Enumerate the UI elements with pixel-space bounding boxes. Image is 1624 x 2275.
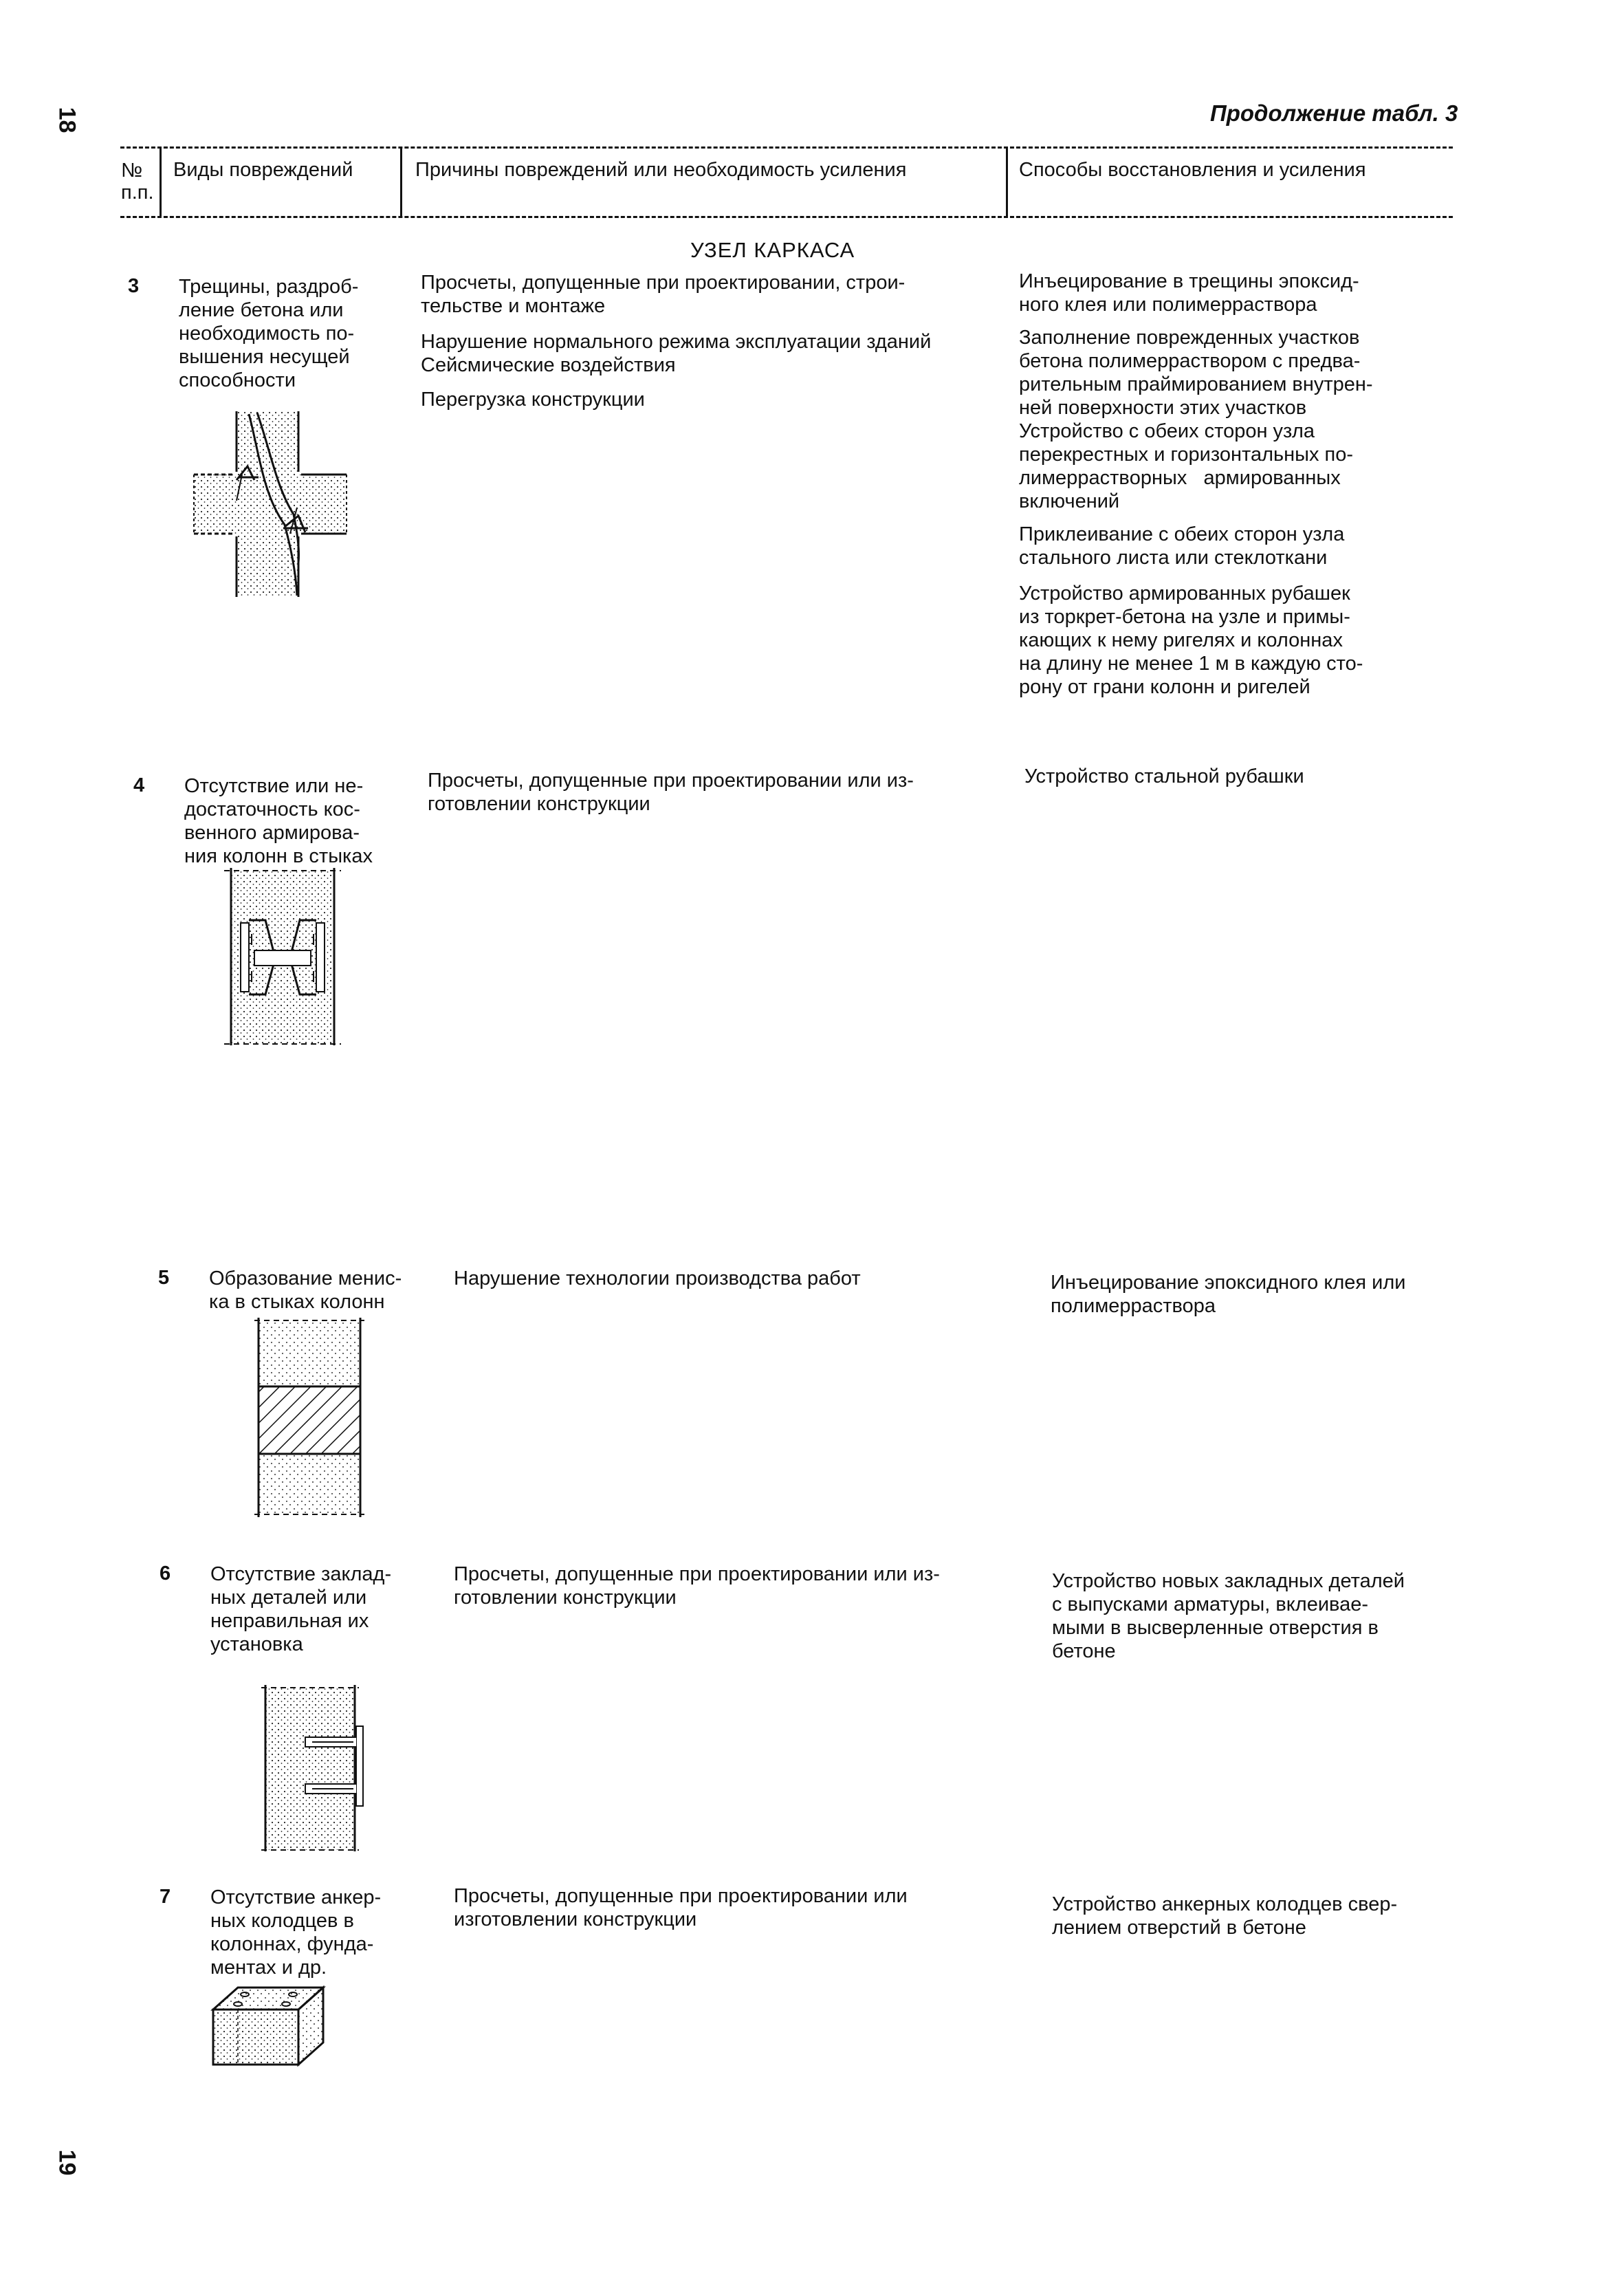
header-divider-3	[1006, 146, 1008, 217]
row-method: Инъецирование в трещины эпоксид- ного клея или полимерраствора	[1019, 270, 1359, 316]
page-number-bottom: 19	[54, 2149, 80, 2176]
row-cause: Просчеты, допущенные при проектировании, строи- тельстве и монтаже	[421, 272, 906, 317]
row-cause: Просчеты, допущенные при проектировании или из- готовлении конструкции	[428, 770, 914, 815]
frame-joint-crack-figure	[194, 411, 352, 597]
table-continuation-label: Продолжение табл. 3	[1210, 100, 1458, 126]
row-method: Устройство стальной рубашки	[1024, 765, 1304, 787]
column-joint-reinforcement-figure	[224, 868, 341, 1047]
row-cause: Перегрузка конструкции	[421, 389, 645, 411]
row-damage: Трещины, раздроб- ление бетона или необходимость по- вышения несущей способности	[179, 276, 359, 391]
header-top-rule	[120, 146, 1453, 149]
row-damage: Образование менис- ка в стыках колонн	[209, 1267, 402, 1313]
row-damage: Отсутствие заклад- ных деталей или неправильная их установка	[210, 1563, 392, 1655]
row-damage: Отсутствие или не- достаточность кос- венного армирова- ния колонн в стыках	[184, 775, 373, 867]
row-method: Устройство анкерных колодцев свер- лением отверстий в бетоне	[1052, 1893, 1398, 1939]
header-num: № п.п.	[121, 160, 154, 204]
header-divider-1	[160, 146, 162, 217]
row-cause: Нарушение технологии производства работ	[454, 1267, 861, 1289]
header-causes: Причины повреждений или необходимость усиления	[415, 159, 907, 181]
header-damage-types: Виды повреждений	[173, 159, 353, 181]
row-method: Устройство армированных рубашек из торкрет-бетона на узле и примы- кающих к нему ригелях и колоннах на длину не менее 1 м в каждую сто- рону от грани колонн и ригелей	[1019, 583, 1363, 698]
row-cause: Просчеты, допущенные при проектировании или из- готовлении конструкции	[454, 1563, 940, 1609]
row-number: 4	[133, 774, 145, 796]
header-methods: Способы восстановления и усиления	[1019, 159, 1366, 181]
row-damage: Отсутствие анкер- ных колодцев в колоннах, фунда- ментах и др.	[210, 1886, 382, 1979]
row-number: 6	[160, 1563, 171, 1585]
row-method: Приклеивание с обеих сторон узла стального листа или стеклоткани	[1019, 523, 1345, 569]
row-method: Заполнение поврежденных участков бетона полимерраствором с предва- рительным праймированием внутрен- ней поверхности этих участков Устройство с обеих сторон узла перекрестных и горизонтальных по- лимерраствoрных армированных включений	[1019, 327, 1373, 512]
row-number: 5	[158, 1267, 170, 1289]
column-joint-meniscus-figure	[254, 1318, 364, 1517]
foundation-block-anchor-figure	[210, 1981, 334, 2070]
row-cause: Нарушение нормального режима эксплуатации зданий Сейсмические воздействия	[421, 331, 932, 376]
row-method: Устройство новых закладных деталей с выпусками арматуры, вклеивае- мыми в высверленные отверстия в бетоне	[1052, 1570, 1405, 1662]
row-number: 7	[160, 1886, 171, 1908]
page-number-top: 18	[54, 107, 80, 133]
row-method: Инъецирование эпоксидного клея или полимерраствора	[1051, 1272, 1406, 1317]
section-title: УЗЕЛ КАРКАСА	[690, 238, 855, 262]
header-bottom-rule	[120, 216, 1453, 218]
header-divider-2	[400, 146, 402, 217]
row-number: 3	[128, 275, 140, 297]
column-embedded-parts-figure	[259, 1685, 375, 1853]
row-cause: Просчеты, допущенные при проектировании или изготовлении конструкции	[454, 1885, 908, 1930]
